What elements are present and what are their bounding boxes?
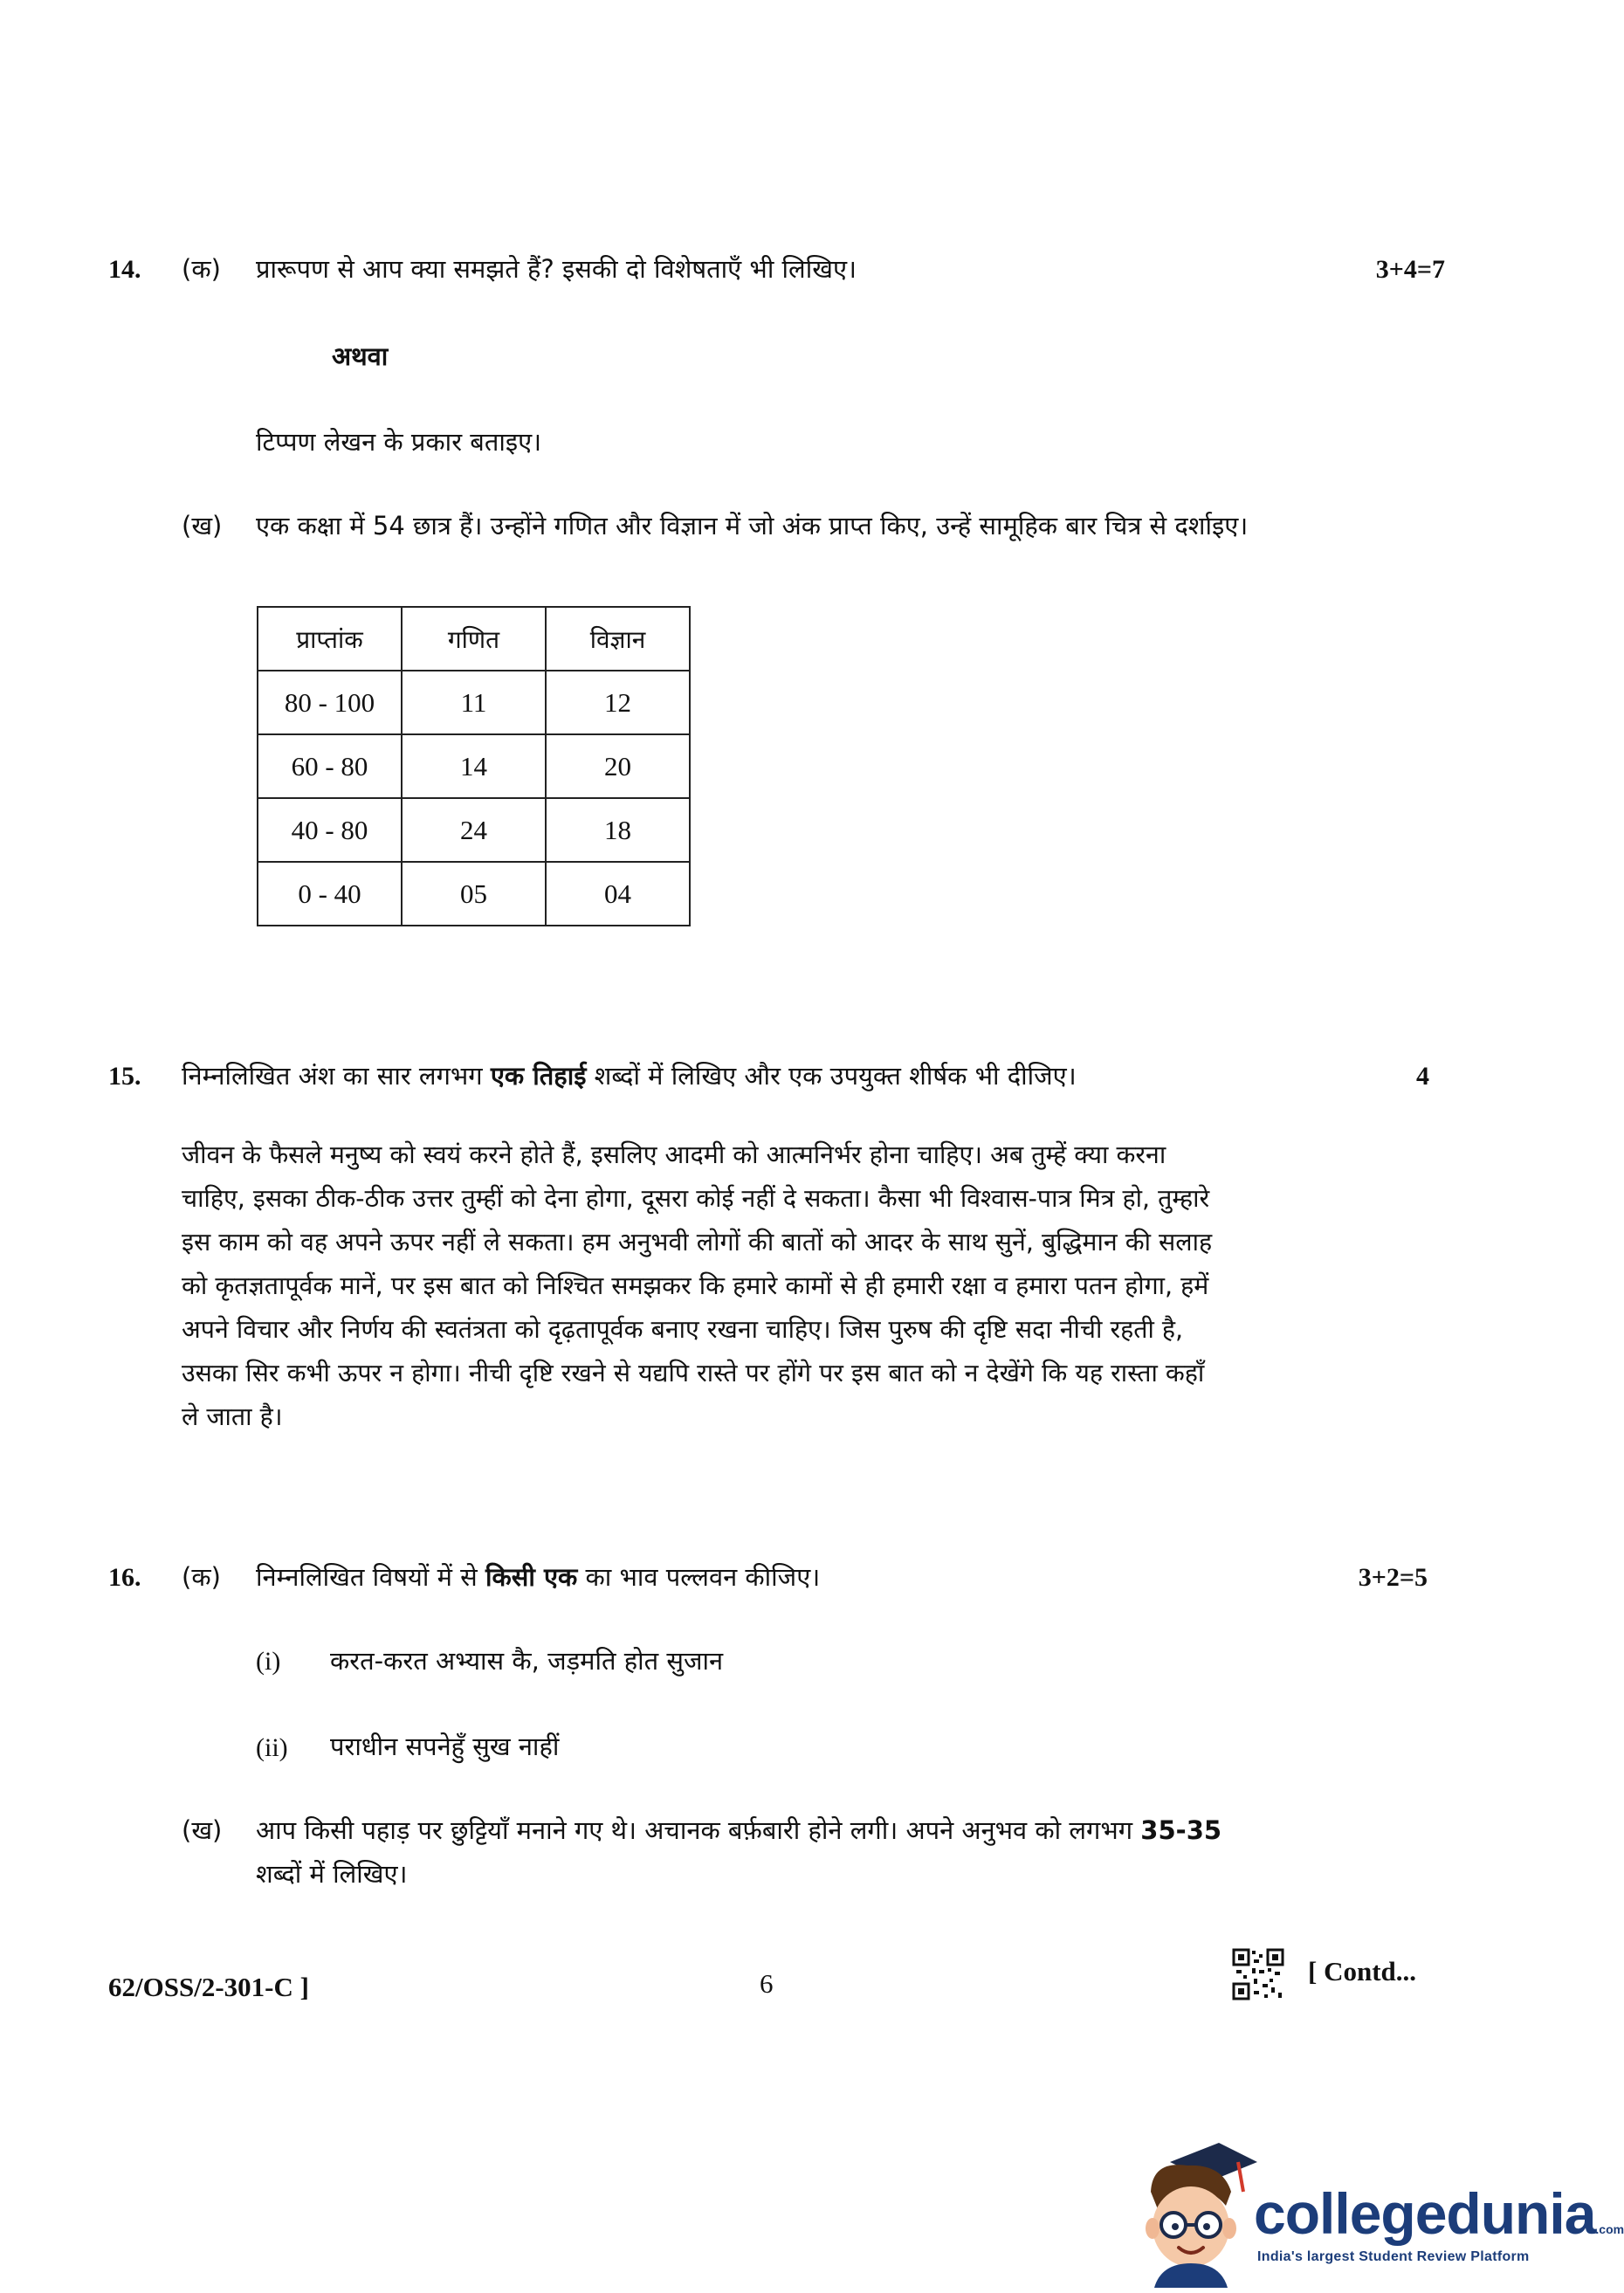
contd-marker: [ Contd... bbox=[1308, 1956, 1417, 1987]
brand-name bbox=[1254, 2180, 1624, 2247]
table-cell: 40 - 80 bbox=[258, 798, 402, 862]
passage-line: अपने विचार और निर्णय की स्वतंत्रता को दृढ़तापूर्वक बनाए रखना चाहिए। जिस पुरुष की दृष्टि सदा नीची रहती है, bbox=[182, 1315, 1184, 1344]
table-cell: 20 bbox=[546, 734, 690, 798]
table-cell: 18 bbox=[546, 798, 690, 862]
table-cell: 0 - 40 bbox=[258, 862, 402, 926]
table-cell: 05 bbox=[402, 862, 546, 926]
table-header-cell: प्राप्तांक bbox=[258, 607, 402, 671]
option-text: करत-करत अभ्यास कै, जड़मति होत सुजान bbox=[330, 1646, 724, 1676]
question-text: टिप्पण लेखन के प्रकार बताइए। bbox=[256, 427, 542, 457]
text-emphasis: एक तिहाई bbox=[490, 1061, 587, 1091]
part-label: (क) bbox=[182, 254, 221, 284]
question-number: 14. bbox=[108, 255, 141, 284]
question-text: शब्दों में लिखिए। bbox=[256, 1859, 408, 1889]
or-label: अथवा bbox=[332, 341, 389, 371]
table-header-cell: विज्ञान bbox=[546, 607, 690, 671]
text-segment: का भाव पल्लवन कीजिए। bbox=[577, 1562, 821, 1592]
table-row bbox=[258, 798, 690, 862]
part-label: (ख) bbox=[182, 511, 223, 541]
table-cell: 04 bbox=[546, 862, 690, 926]
part-label: (ख) bbox=[182, 1815, 223, 1845]
passage-line: को कृतज्ञतापूर्वक मानें, पर इस बात को निश्चित समझकर कि हमारे कामों से ही हमारी रक्षा व हमारा पतन होगा, हमें bbox=[182, 1271, 1209, 1300]
table-cell: 12 bbox=[546, 671, 690, 734]
passage-line: उसका सिर कभी ऊपर न होगा। नीची दृष्टि रखने से यद्यपि रास्ते पर होंगे पर इस बात को न देखेंगे कि यह रास्ता कहाँ bbox=[182, 1359, 1205, 1388]
passage-line: चाहिए, इसका ठीक-ठीक उत्तर तुम्हीं को देना होगा, दूसरा कोई नहीं दे सकता। कैसा भी विश्वास-पात्र मित्र हो, तुम्हारे bbox=[182, 1184, 1210, 1213]
option-label: (ii) bbox=[256, 1733, 288, 1762]
option-text: पराधीन सपनेहुँ सुख नाहीं bbox=[330, 1732, 560, 1761]
table-cell: 60 - 80 bbox=[258, 734, 402, 798]
text-segment: शब्दों में लिखिए और एक उपयुक्त शीर्षक भी दीजिए। bbox=[586, 1061, 1077, 1091]
brand-text: collegedunia bbox=[1254, 2181, 1596, 2246]
marks: 3+2=5 bbox=[1358, 1563, 1428, 1592]
question-text bbox=[256, 1556, 820, 1598]
table-cell: 24 bbox=[402, 798, 546, 862]
marks: 3+4=7 bbox=[1375, 255, 1445, 284]
table-row bbox=[258, 671, 690, 734]
brand-suffix: .com bbox=[1595, 2222, 1624, 2236]
table-cell: 11 bbox=[402, 671, 546, 734]
qr-code-icon bbox=[1233, 1949, 1283, 2000]
text-emphasis: 35-35 bbox=[1140, 1815, 1222, 1845]
question-number: 15. bbox=[108, 1062, 141, 1091]
passage-line: ले जाता है। bbox=[182, 1402, 283, 1431]
option-label: (i) bbox=[256, 1647, 281, 1676]
table-row bbox=[258, 862, 690, 926]
question-text: प्रारूपण से आप क्या समझते हैं? इसकी दो विशेषताएँ भी लिखिए। bbox=[256, 254, 857, 284]
passage bbox=[182, 1133, 1369, 1439]
mascot-logo-icon bbox=[1135, 2131, 1257, 2288]
brand-tagline: India's largest Student Review Platform bbox=[1257, 2249, 1530, 2264]
part-label: (क) bbox=[182, 1562, 221, 1592]
table-cell: 14 bbox=[402, 734, 546, 798]
question-number: 16. bbox=[108, 1563, 141, 1592]
passage-line: जीवन के फैसले मनुष्य को स्वयं करने होते हैं, इसलिए आदमी को आत्मनिर्भर होना चाहिए। अब तुम्हें क्या करना bbox=[182, 1140, 1166, 1169]
text-emphasis: किसी एक bbox=[485, 1562, 578, 1592]
table-row bbox=[258, 734, 690, 798]
paper-code: 62/OSS/2-301-C ] bbox=[108, 1972, 309, 2002]
table-cell: 80 - 100 bbox=[258, 671, 402, 734]
question-text bbox=[182, 1055, 1077, 1097]
question-text bbox=[256, 1809, 1221, 1851]
passage-line: इस काम को वह अपने ऊपर नहीं ले सकता। हम अनुभवी लोगों की बातों को आदर के साथ सुनें, बुद्धिमान की सलाह bbox=[182, 1228, 1213, 1257]
marks-table bbox=[257, 606, 691, 926]
text-segment: आप किसी पहाड़ पर छुट्टियाँ मनाने गए थे। अचानक बर्फ़बारी होने लगी। अपने अनुभव को लगभग bbox=[256, 1815, 1141, 1845]
marks: 4 bbox=[1416, 1062, 1429, 1091]
table-header-row bbox=[258, 607, 690, 671]
text-segment: निम्नलिखित विषयों में से bbox=[256, 1562, 485, 1592]
page-number: 6 bbox=[760, 1968, 774, 1999]
table-header-cell: गणित bbox=[402, 607, 546, 671]
question-text: एक कक्षा में 54 छात्र हैं। उन्होंने गणित और विज्ञान में जो अंक प्राप्त किए, उन्हें सामूहिक बार चित्र से दर्शाइए। bbox=[256, 511, 1249, 541]
text-segment: निम्नलिखित अंश का सार लगभग bbox=[182, 1061, 491, 1091]
